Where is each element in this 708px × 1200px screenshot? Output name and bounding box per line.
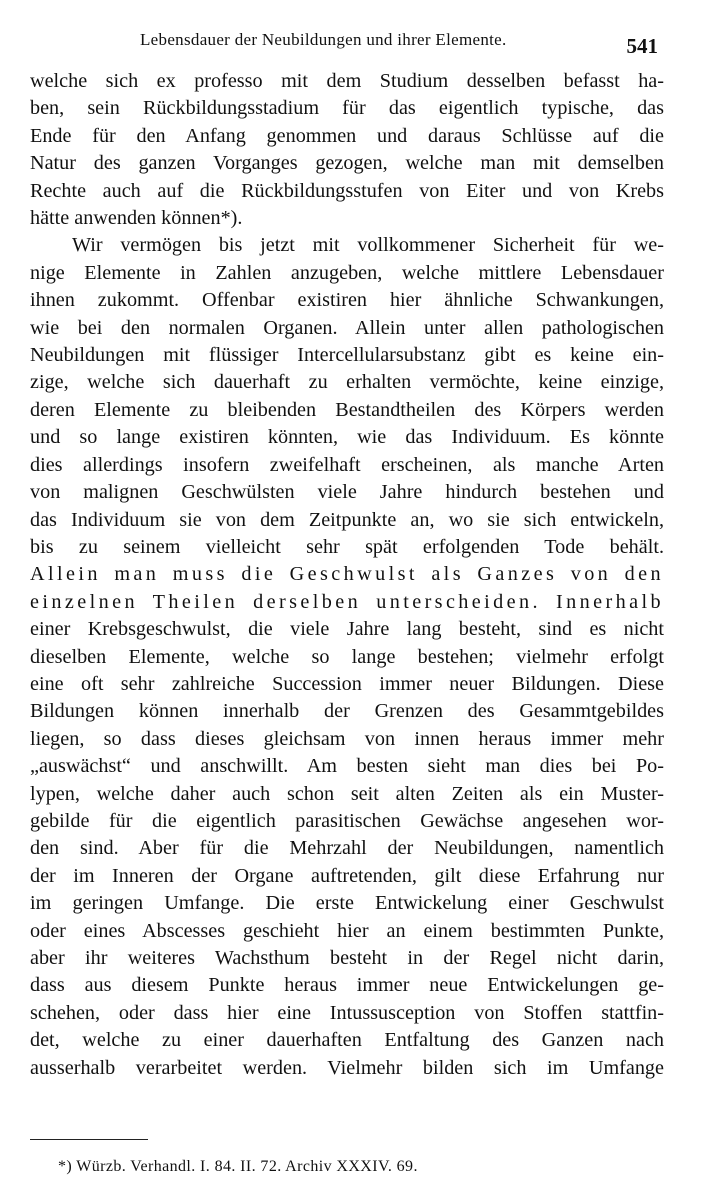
text-line: ausserhalb verarbeitet werden. Vielmehr bilden sich im Umfange: [30, 1056, 664, 1079]
text-line: einzelnen Theilen derselben unterscheiden. Innerhalb: [30, 590, 664, 613]
text-line: lypen, welche daher auch schon seit alten Zeiten als ein Muster-: [30, 782, 664, 805]
text-line: oder eines Abscesses geschieht hier an einem bestimmten Punkte,: [30, 919, 664, 942]
body-text: [30, 68, 664, 1082]
text-line: deren Elemente zu bleibenden Bestandtheilen des Körpers werden: [30, 398, 664, 421]
text-line: wie bei den normalen Organen. Allein unter allen pathologischen: [30, 316, 664, 339]
text-line: Wir vermögen bis jetzt mit vollkommener Sicherheit für we-: [72, 234, 664, 257]
text-line: bis zu seinem vielleicht sehr spät erfolgenden Tode behält.: [30, 535, 664, 558]
text-line: nige Elemente in Zahlen anzugeben, welche mittlere Lebensdauer: [30, 261, 664, 284]
text-line: „auswächst“ und anschwillt. Am besten sieht man dies bei Po-: [30, 755, 664, 778]
page-number: 541: [626, 34, 658, 58]
text-line: dieselben Elemente, welche so lange bestehen; vielmehr erfolgt: [30, 645, 664, 668]
page-header: [30, 18, 664, 56]
text-line: Bildungen können innerhalb der Grenzen des Gesammtgebildes: [30, 700, 664, 723]
text-line: ben, sein Rückbildungsstadium für das eigentlich typische, das: [30, 97, 664, 120]
footnote: *) Würzb. Verhandl. I. 84. II. 72. Archiv XXXIV. 69.: [58, 1158, 418, 1175]
text-line: dass aus diesem Punkte heraus immer neue Entwickelungen ge-: [30, 974, 664, 997]
text-line: welche sich ex professo mit dem Studium desselben befasst ha-: [30, 70, 664, 92]
text-line: der im Inneren der Organe auftretenden, gilt diese Erfahrung nur: [30, 864, 664, 887]
text-line: und so lange existiren könnten, wie das Individuum. Es könnte: [30, 426, 664, 449]
text-line: Rechte auch auf die Rückbildungsstufen von Eiter und von Krebs: [30, 179, 664, 202]
text-line: dies allerdings insofern zweifelhaft erscheinen, als manche Arten: [30, 453, 664, 476]
text-line: einer Krebsgeschwulst, die viele Jahre lang besteht, sind es nicht: [30, 618, 664, 641]
text-line: aber ihr weiteres Wachsthum besteht in der Regel nicht darin,: [30, 947, 664, 969]
running-head: Lebensdauer der Neubildungen und ihrer Elemente.: [140, 30, 507, 49]
text-line: hätte anwenden können*).: [30, 207, 243, 230]
footnote-divider: [30, 1139, 148, 1140]
text-line: das Individuum sie von dem Zeitpunkte an, wo sie sich entwickeln,: [30, 508, 664, 531]
text-line: ihnen zukommt. Offenbar existiren hier ähnliche Schwankungen,: [30, 289, 664, 312]
text-line: zige, welche sich dauerhaft zu erhalten vermöchte, keine einzige,: [30, 371, 664, 394]
text-line: Ende für den Anfang genommen und daraus Schlüsse auf die: [30, 124, 664, 147]
text-line: von malignen Geschwülsten viele Jahre hindurch bestehen und: [30, 481, 664, 504]
text-line: Neubildungen mit flüssiger Intercellularsubstanz gibt es keine ein-: [30, 344, 664, 367]
text-line: liegen, so dass dieses gleichsam von innen heraus immer mehr: [30, 727, 664, 750]
text-line: schehen, oder dass hier eine Intussusception von Stoffen stattfin-: [30, 1001, 664, 1024]
text-line: Natur des ganzen Vorganges gezogen, welche man mit demselben: [30, 152, 664, 175]
text-line: gebilde für die eigentlich parasitischen Gewächse angesehen wor-: [30, 809, 664, 832]
text-line: im geringen Umfange. Die erste Entwickelung einer Geschwulst: [30, 892, 664, 915]
text-line: Allein man muss die Geschwulst als Ganzes von den: [30, 563, 664, 586]
text-line: det, welche zu einer dauerhaften Entfaltung des Ganzen nach: [30, 1029, 664, 1052]
text-line: den sind. Aber für die Mehrzahl der Neubildungen, namentlich: [30, 837, 664, 860]
text-line: eine oft sehr zahlreiche Succession immer neuer Bildungen. Diese: [30, 672, 664, 695]
